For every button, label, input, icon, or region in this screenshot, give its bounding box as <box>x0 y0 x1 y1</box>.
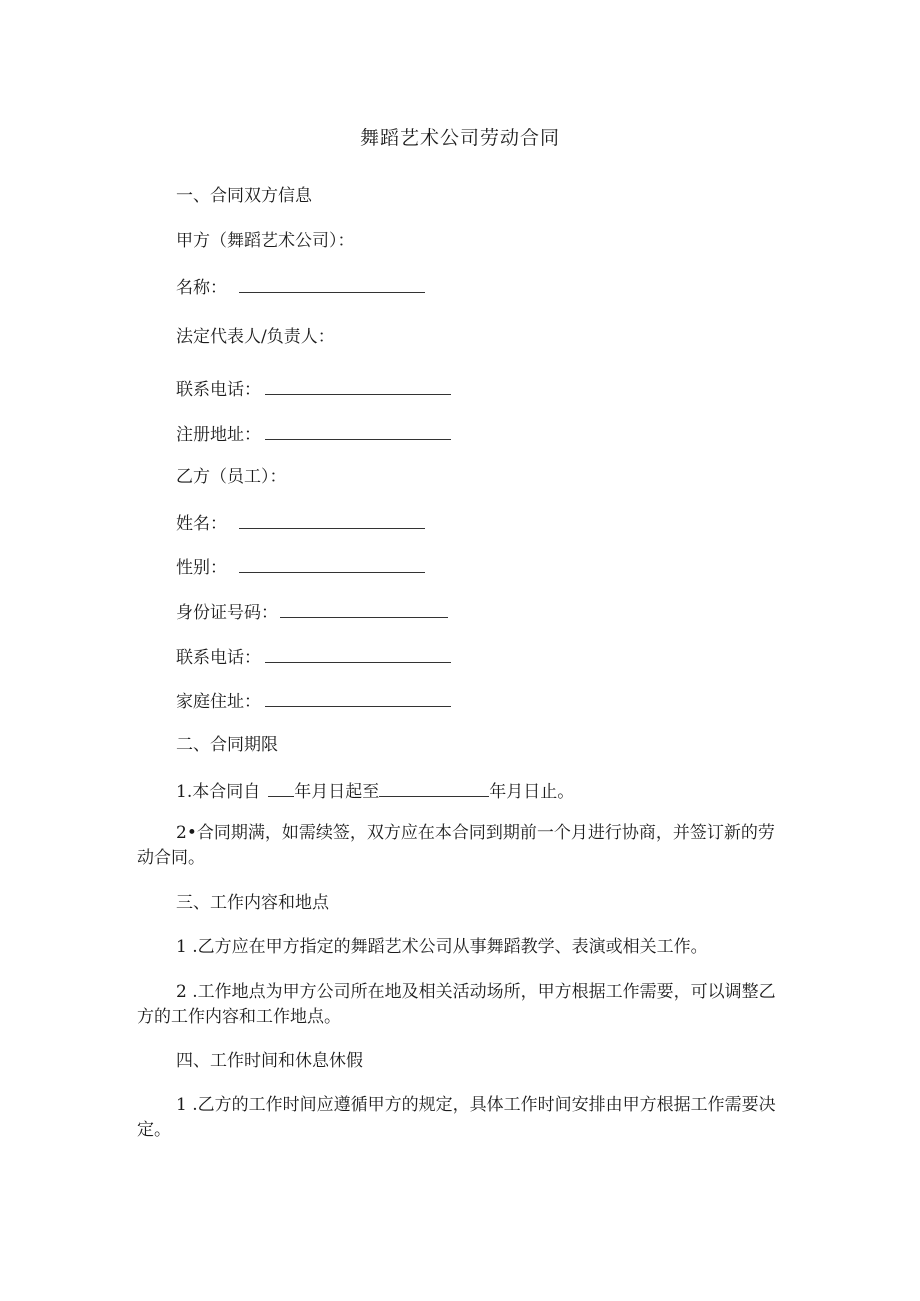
party-b-phone-row <box>176 646 451 668</box>
party-b-id-row <box>176 601 448 623</box>
party-b-home-label: 家庭住址： <box>176 692 261 712</box>
party-b-phone-blank[interactable] <box>265 646 451 663</box>
work-item-1: 1 .乙方应在甲方指定的舞蹈艺术公司从事舞蹈教学、表演或相关工作。 <box>176 937 708 957</box>
party-a-name-label: 名称： <box>176 278 227 298</box>
party-b-home-row <box>176 690 451 712</box>
term-item-2: 2•合同期满，如需续签，双方应在本合同到期前一个月进行协商，并签订新的劳动合同。 <box>137 823 775 868</box>
party-b-name-blank[interactable] <box>239 512 425 529</box>
party-a-address-label: 注册地址： <box>176 425 261 445</box>
party-b-home-blank[interactable] <box>265 690 451 707</box>
party-a-phone-label: 联系电话： <box>176 380 261 400</box>
party-b-phone-label: 联系电话： <box>176 648 261 668</box>
party-a-heading: 甲方（舞蹈艺术公司）： <box>176 231 355 251</box>
section-heading-hours: 四、工作时间和休息休假 <box>176 1051 363 1071</box>
party-b-gender-row <box>176 556 425 578</box>
section-heading-parties: 一、合同双方信息 <box>176 186 312 206</box>
work-item-2: 2 .工作地点为甲方公司所在地及相关活动场所，甲方根据工作需要，可以调整乙方的工作内容和工作地点。 <box>137 982 776 1027</box>
party-a-phone-row <box>176 378 451 400</box>
term-item-1 <box>176 780 574 802</box>
party-a-phone-blank[interactable] <box>265 378 451 395</box>
term-item-1-end: 年月日止。 <box>489 782 575 802</box>
section-heading-term: 二、合同期限 <box>176 735 278 755</box>
party-b-id-blank[interactable] <box>280 601 448 618</box>
party-b-name-label: 姓名： <box>176 514 227 534</box>
hours-item-1: 1 .乙方的工作时间应遵循甲方的规定，具体工作时间安排由甲方根据工作需要决定。 <box>137 1095 776 1140</box>
party-a-name-blank[interactable] <box>239 276 425 293</box>
term-item-1-mid: 年月日起至 <box>294 782 380 802</box>
document-title: 舞蹈艺术公司劳动合同 <box>359 127 560 149</box>
term-start-blank[interactable] <box>268 780 294 797</box>
party-b-gender-blank[interactable] <box>239 556 425 573</box>
party-b-heading: 乙方（员工）： <box>176 467 287 487</box>
party-a-name-row <box>176 276 425 298</box>
term-end-blank[interactable] <box>379 780 489 797</box>
section-heading-work: 三、工作内容和地点 <box>176 893 329 913</box>
party-a-address-row <box>176 423 451 445</box>
party-b-name-row <box>176 512 425 534</box>
party-a-address-blank[interactable] <box>265 423 451 440</box>
term-item-1-start: 1.本合同自 <box>176 782 261 802</box>
party-a-rep-label: 法定代表人/负责人： <box>176 327 335 347</box>
party-b-id-label: 身份证号码： <box>176 603 278 623</box>
party-b-gender-label: 性别： <box>176 558 227 578</box>
